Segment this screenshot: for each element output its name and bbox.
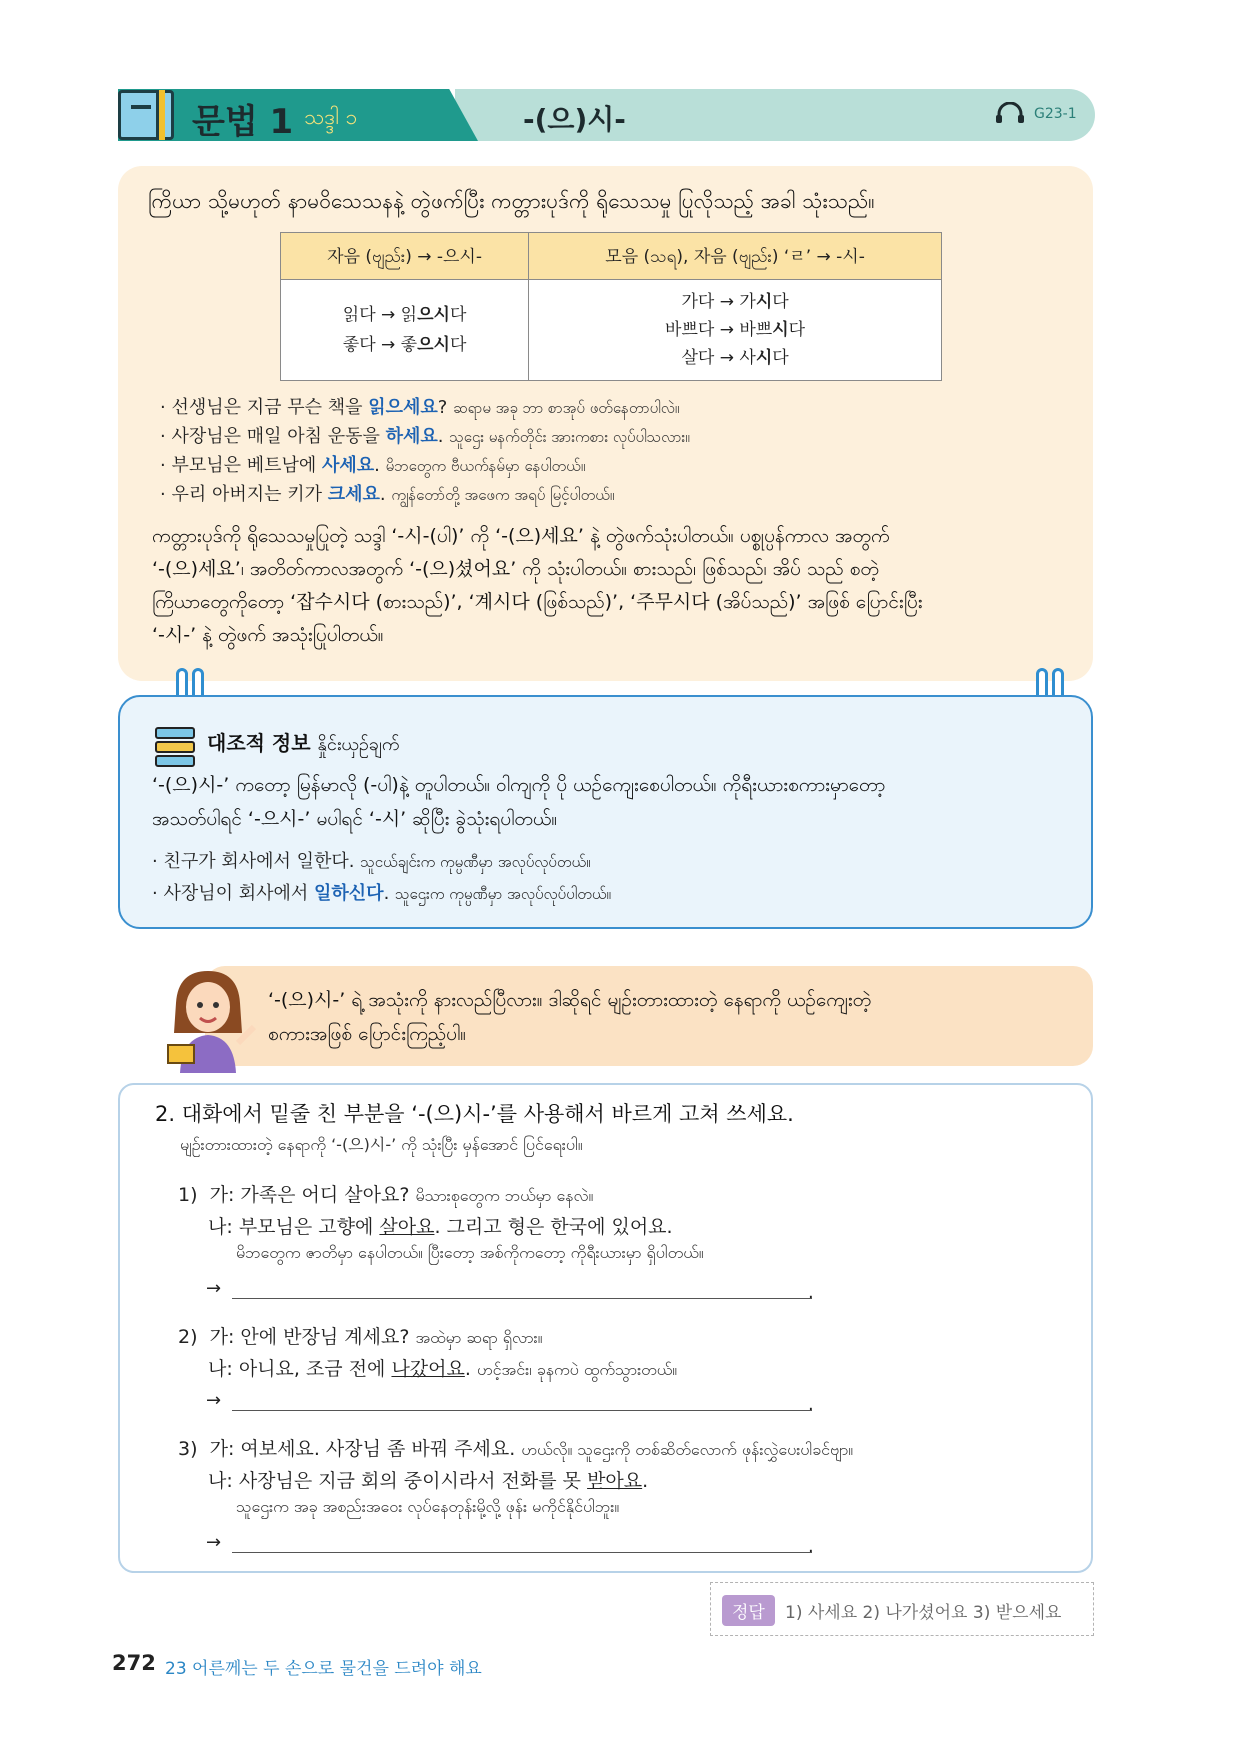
teacher-avatar [158, 963, 258, 1073]
table-header-vowel: 모음 (သရ), 자음 (ဗျည်း) ‘ㄹ’ → -시- [529, 233, 942, 280]
answer-key-badge: 정답 [722, 1595, 775, 1626]
answer-arrow: → [206, 1390, 222, 1411]
conjugation-table [280, 232, 942, 381]
example-list [160, 393, 690, 509]
table-cell-vowel [529, 280, 942, 381]
answer-line[interactable] [232, 1298, 812, 1299]
audio-track-label[interactable]: G23-1 [1034, 106, 1077, 122]
exercise-item-1: 1) 가: 가족은 어디 살아요? မိသားစုတွေက ဘယ်မှာ နေလဲ။ 나: 부모님은 고향에 살아요. 그리고 형은 한국에 있어요. မိဘတွေက ဇာတိမှာ နေပါတယ်။ ပြီးတော့ အစ်ကိုကတော့ ကိုရီးယားမှာ ရှိပါတယ်။ [178, 1184, 704, 1262]
explanation-paragraph: ကတ္တားပုဒ်ကို ရိုသေသမှုပြုတဲ့ သဒ္ဒါ ‘-시-(ပါ)’ ကို ‘-(으)세요’ နဲ့ တွဲဖက်သုံးပါတယ်။ ပစ္စုပ္ပန်ကာလ အတွက် ‘-(으)세요’၊ အတိတ်ကာလအတွက် ‘-(으)셨어요’ ကို သုံးပါတယ်။ စားသည်၊ ဖြစ်သည်၊ အိပ် သည် စတဲ့ ကြိယာတွေကိုတော့ ‘잡수시다 (စားသည်)’, ‘계시다 (ဖြစ်သည်)’, ‘주무시다 (အိပ်သည်)’ အဖြစ် ပြောင်းပြီး ‘-시-’ နဲ့ တွဲဖက် အသုံးပြုပါတယ်။ [152, 525, 923, 646]
answer-arrow: → [206, 1532, 222, 1553]
tip-text: ‘-(으)시-’ ရဲ့ အသုံးကို နားလည်ပြီလား။ ဒါဆိုရင် မျဉ်းတားထားတဲ့ နေရာကို ယဉ်ကျေးတဲ့ စကားအဖြစ် ပြောင်းကြည့်ပါ။ [268, 989, 872, 1045]
contrast-body: ‘-(으)시-’ ကတော့ မြန်မာလို (-ပါ)နဲ့ တူပါတယ်။ ဝါကျကို ပို ယဉ်ကျေးစေပါတယ်။ ကိုရီးယားစကားမှာတော့ အသတ်ပါရင် ‘-으시-’ မပါရင် ‘-시’ ဆိုပြီး ခွဲသုံးရပါတယ်။ · 친구가 회사에서 일한다. သူငယ်ချင်းက ကုမ္ပဏီမှာ အလုပ်လုပ်တယ်။ · 사장님이 회사에서 일하신다. သူဌေးက ကုမ္ပဏီမှာ အလုပ်လုပ်ပါတယ်။ [152, 768, 1052, 910]
chapter-title: 23 어른께는 두 손으로 물건을 드려야 해요 [165, 1659, 482, 1679]
stack-icon [155, 727, 195, 761]
book-icon [118, 90, 174, 140]
table-row: 좋다 → 좋으시다 [342, 335, 467, 355]
contrast-title: 대조적 정보 နှိုင်းယှဉ်ချက် [207, 731, 400, 755]
table-row: 바쁘다 → 바쁘시다 [665, 320, 806, 340]
list-item: · 선생님은 지금 무슨 책을 읽으세요? ဆရာမ အခု ဘာ စာအုပ် ဖတ်နေတာပါလဲ။ [160, 397, 680, 418]
list-item: · 부모님은 베트남에 사세요. မိဘတွေက ဗီယက်နမ်မှာ နေပါတယ်။ [160, 455, 586, 476]
headphones-icon[interactable] [995, 102, 1025, 130]
exercise-title: 2. 대화에서 밑줄 친 부분을 ‘-(으)시-’를 사용해서 바르게 고쳐 쓰세요. [155, 1102, 794, 1126]
table-row: 가다 → 가시다 [681, 292, 789, 312]
exercise-item-2: 2) 가: 안에 반장님 계세요? အထဲမှာ ဆရာ ရှိလား။ 나: 아니요, 조금 전에 나갔어요. ဟင့်အင်း၊ ခုနကပဲ ထွက်သွားတယ်။ [178, 1326, 678, 1380]
list-item: · 사장님은 매일 아침 운동을 하세요. သူဌေး မနက်တိုင်း အားကစား လုပ်ပါသလား။ [160, 426, 690, 447]
answer-arrow: → [206, 1278, 222, 1299]
list-item: · 우리 아버지는 키가 크세요. ကျွန်တော်တို့ အဖေက အရပ် မြင့်ပါတယ်။ [160, 484, 615, 505]
table-header-consonant: 자음 (ဗျည်း) → -으시- [281, 233, 529, 280]
table-cell-consonant [281, 280, 529, 381]
answer-line[interactable] [232, 1552, 812, 1553]
answer-key-text: 1) 사세요 2) 나가셨어요 3) 받으세요 [785, 1603, 1062, 1623]
list-item: · 사장님이 회사에서 일하신다. သူဌေးက ကုမ္ပဏီမှာ အလုပ်လုပ်ပါတယ်။ [152, 883, 611, 904]
table-row: 읽다 → 읽으시다 [342, 305, 467, 325]
header-title: 문법 1 [192, 102, 294, 142]
list-item: · 친구가 회사에서 일한다. သူငယ်ချင်းက ကုမ္ပဏီမှာ အလုပ်လုပ်တယ်။ [152, 851, 591, 872]
answer-line[interactable] [232, 1410, 812, 1411]
table-row: 살다 → 사시다 [681, 348, 789, 368]
exercise-subtitle: မျဉ်းတားထားတဲ့ နေရာကို ‘-(으)시-’ ကို သုံးပြီး မှန်အောင် ပြင်ရေးပါ။ [180, 1135, 583, 1154]
exercise-item-3: 3) 가: 여보세요. 사장님 좀 바꿔 주세요. ဟယ်လို။ သူဌေးကို တစ်ဆိတ်လောက် ဖုန်းလွှဲပေးပါခင်ဗျာ။ 나: 사장님은 지금 회의 중이시라서 전화를 못 받아요. သူဌေးက အခု အစည်းအဝေး လုပ်နေတုန်းမို့လို့ ဖုန်း မကိုင်နိုင်ပါဘူး။ [178, 1438, 854, 1516]
header-subtitle: သဒ္ဒါ ၁ [304, 105, 358, 129]
grammar-pattern: -(으)시- [523, 103, 626, 136]
explanation-intro: ကြိယာ သို့မဟုတ် နာမဝိသေသနနဲ့ တွဲဖက်ပြီး ကတ္တားပုဒ်ကို ရိုသေသမှု ပြုလိုသည့် အခါ သုံးသည်။ [148, 189, 875, 213]
page-number: 272 [112, 1651, 156, 1675]
